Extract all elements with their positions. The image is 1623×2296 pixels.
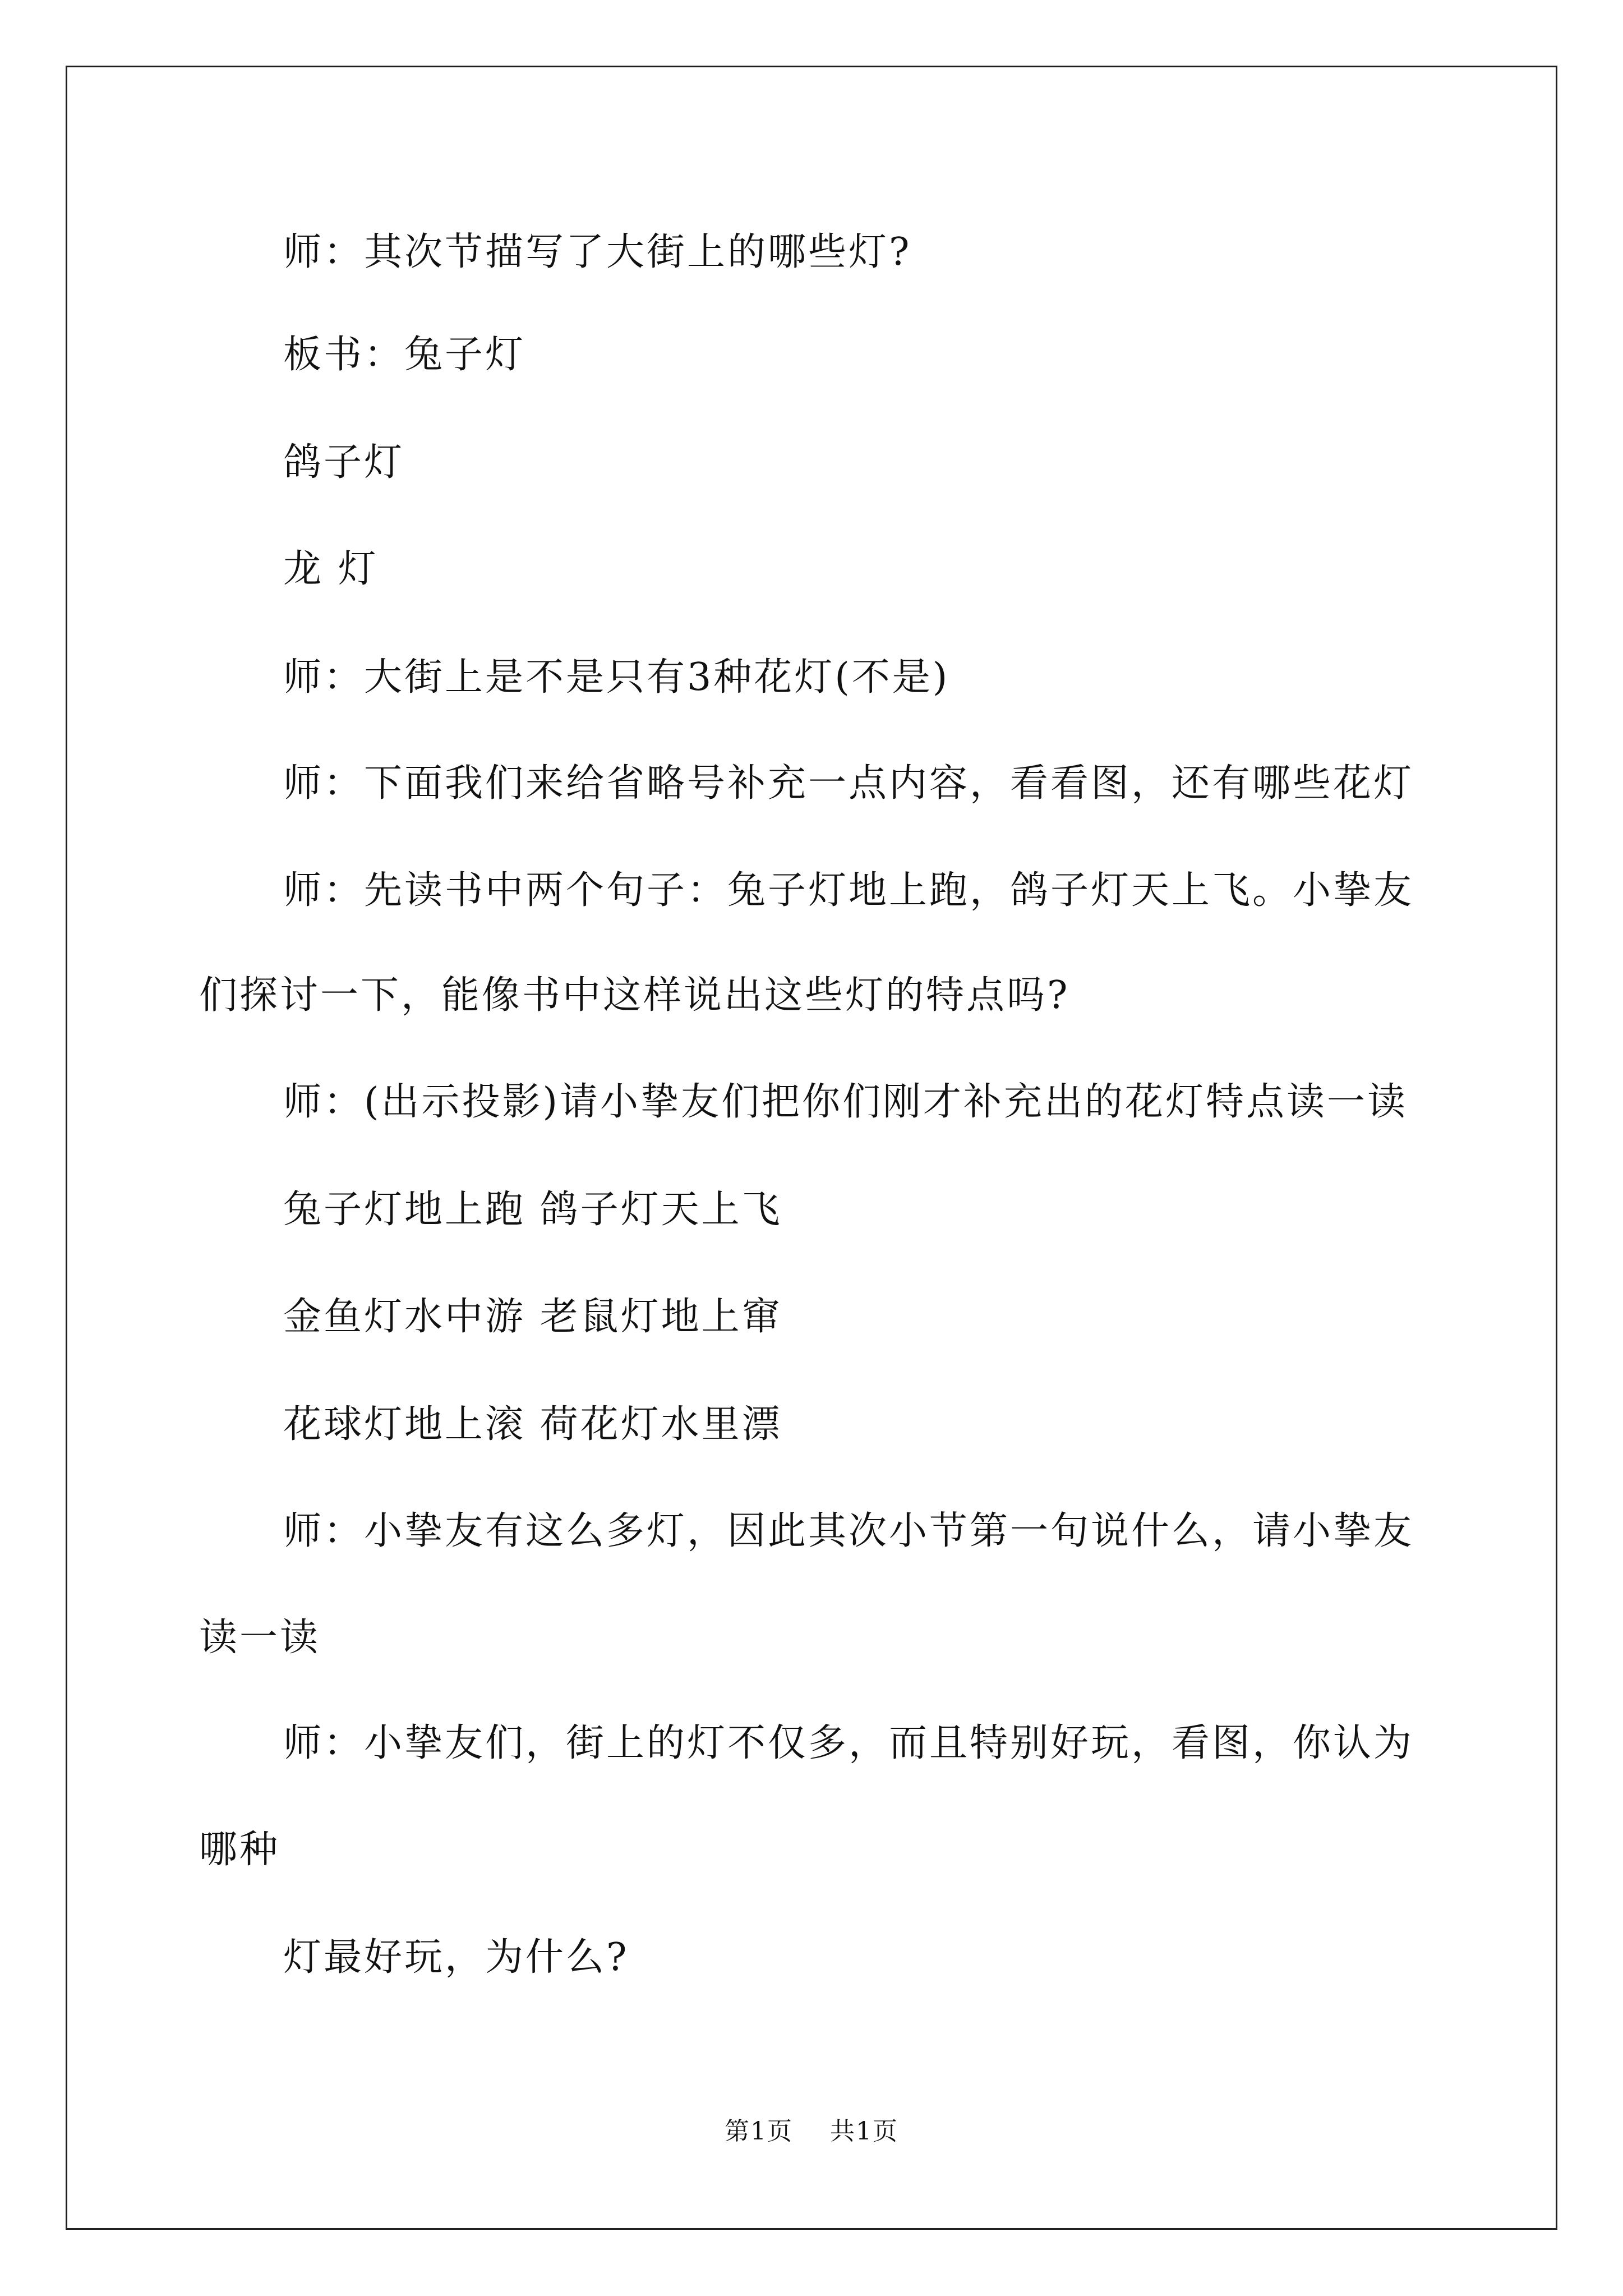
text-line-3: 鸽子灯: [283, 440, 405, 485]
text-line-14: 读一读: [199, 1616, 321, 1660]
text-line-11: 金鱼灯水中游 老鼠灯地上窜: [283, 1295, 782, 1339]
text-line-6: 师：下面我们来给省略号补充一点内容，看看图，还有哪些花灯: [283, 761, 1414, 806]
text-line-13: 师：小挚友有这么多灯，因此其次小节第一句说什么，请小挚友: [283, 1509, 1414, 1553]
text-line-1: 师：其次节描写了大街上的哪些灯?: [283, 230, 912, 274]
page-total: 共1页: [830, 2117, 898, 2146]
text-line-8: 们探讨一下，能像书中这样说出这些灯的特点吗?: [199, 973, 1070, 1018]
text-line-16: 哪种: [199, 1828, 280, 1872]
page-number: 第1页: [725, 2117, 793, 2146]
page-border: [66, 66, 1557, 2230]
text-line-12: 花球灯地上滚 荷花灯水里漂: [283, 1402, 782, 1447]
text-line-5: 师：大街上是不是只有3种花灯(不是): [283, 655, 950, 700]
text-line-7: 师：先读书中两个句子：兔子灯地上跑，鸽子灯天上飞。小挚友: [283, 868, 1414, 913]
text-line-4: 龙 灯: [283, 547, 379, 591]
text-line-15: 师：小挚友们，街上的灯不仅多，而且特别好玩，看图，你认为: [283, 1721, 1414, 1765]
text-line-2: 板书：兔子灯: [283, 333, 526, 377]
text-line-9: 师：(出示投影)请小挚友们把你们刚才补充出的花灯特点读一读: [283, 1080, 1408, 1124]
text-line-17: 灯最好玩，为什么?: [283, 1935, 629, 1980]
page-footer: [0, 2115, 1623, 2148]
text-line-10: 兔子灯地上跑 鸽子灯天上飞: [283, 1188, 782, 1232]
